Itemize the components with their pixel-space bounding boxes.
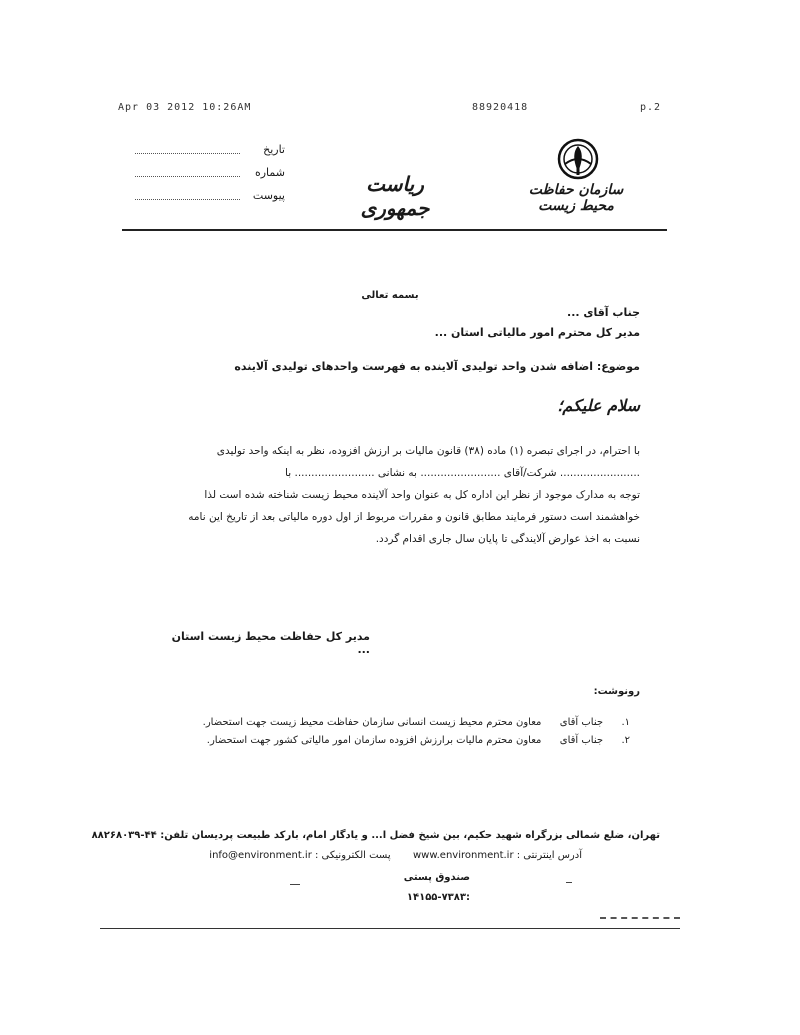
- body-line: توجه به مدارک موجود از نظر این اداره کل به عنوان واحد آلاینده محیط زیست شناخته شده است لذا: [204, 489, 640, 501]
- attachment-field: [135, 189, 285, 207]
- cc-item-text: معاون محترم مالیات برارزش افزوده سازمان امور مالیاتی کشور جهت استحضار.: [206, 735, 542, 746]
- email-link[interactable]: info@environment.ir: [209, 850, 312, 861]
- body-line: خواهشمند است دستور فرمایند مطابق قانون و مقررات مربوط از اول دوره مالیاتی بعد از تاریخ این نامه: [188, 511, 640, 523]
- date-field: [135, 143, 285, 161]
- footer-address: تهران، ضلع شمالی بزرگراه شهید حکیم، بین شیخ فضل ا... و یادگار امام، بارکد طبیعت پردیسان تلفن: ۴۴-۸۸۲۶۸۰۳۹: [91, 830, 660, 841]
- date-label: تاریخ: [263, 143, 285, 156]
- footer-divider: [100, 928, 680, 929]
- subject-line: موضوع: اضافه شدن واحد تولیدی آلاینده به فهرست واحدهای تولیدی آلاینده: [234, 360, 640, 373]
- body-line: ........................ شرکت/آقای ........................ به نشانی ........................ با: [285, 467, 640, 479]
- signatory: مدیر کل حفاظت محیط زیست استان ...: [171, 630, 370, 656]
- fax-number: 88920418: [472, 102, 529, 113]
- scan-artifact: [600, 917, 680, 919]
- cc-title: رونوشت:: [593, 686, 640, 697]
- cc-item: [206, 732, 630, 750]
- footer-po-box: صندوق پستی :۷۳۸۳-۱۴۱۵۵: [403, 872, 470, 903]
- website-link[interactable]: www.environment.ir: [413, 850, 514, 861]
- mark: [566, 882, 572, 883]
- recipient-title: مدیر کل محترم امور مالیاتی استان ...: [434, 326, 640, 339]
- doe-emblem-icon: [555, 138, 601, 180]
- cc-item-number: ۲.: [621, 735, 630, 746]
- recipient-name: جناب آقای ...: [567, 306, 640, 319]
- cc-item-to: جناب آقای: [559, 717, 604, 728]
- attachment-label: پیوست: [252, 189, 285, 202]
- greeting: بسمه تعالی: [361, 290, 419, 301]
- body-line: نسبت به اخذ عوارض آلایندگی تا پایان سال جاری اقدام گردد.: [375, 533, 640, 545]
- header-divider: [122, 229, 667, 231]
- cc-item: [202, 714, 630, 732]
- cc-item-to: جناب آقای: [559, 735, 604, 746]
- website-label: آدرس اینترنتی :: [516, 850, 582, 861]
- salutation: سلام علیکم؛: [557, 396, 640, 415]
- number-label: شماره: [254, 166, 285, 179]
- mark: [290, 884, 300, 885]
- cc-item-number: ۱.: [621, 717, 630, 728]
- number-field: [135, 166, 285, 184]
- body-line: با احترام، در اجرای تبصره (۱) ماده (۳۸) قانون مالیات بر ارزش افزوده، نظر به اینکه واحد تولیدی: [216, 445, 640, 457]
- email-label: پست الکترونیکی :: [315, 850, 391, 861]
- fax-datetime: Apr 03 2012 10:26AM: [118, 102, 252, 113]
- cc-item-text: معاون محترم محیط زیست انسانی سازمان حفاظت محیط زیست جهت استحضار.: [202, 717, 542, 728]
- fax-page: p.2: [640, 102, 662, 113]
- presidency-title: ریاست جمهوری: [360, 172, 430, 220]
- org-name: سازمان حفاظت محیط زیست: [528, 182, 624, 214]
- footer-contacts: [209, 846, 582, 866]
- letter-body: [150, 440, 640, 550]
- cc-list: [202, 714, 630, 750]
